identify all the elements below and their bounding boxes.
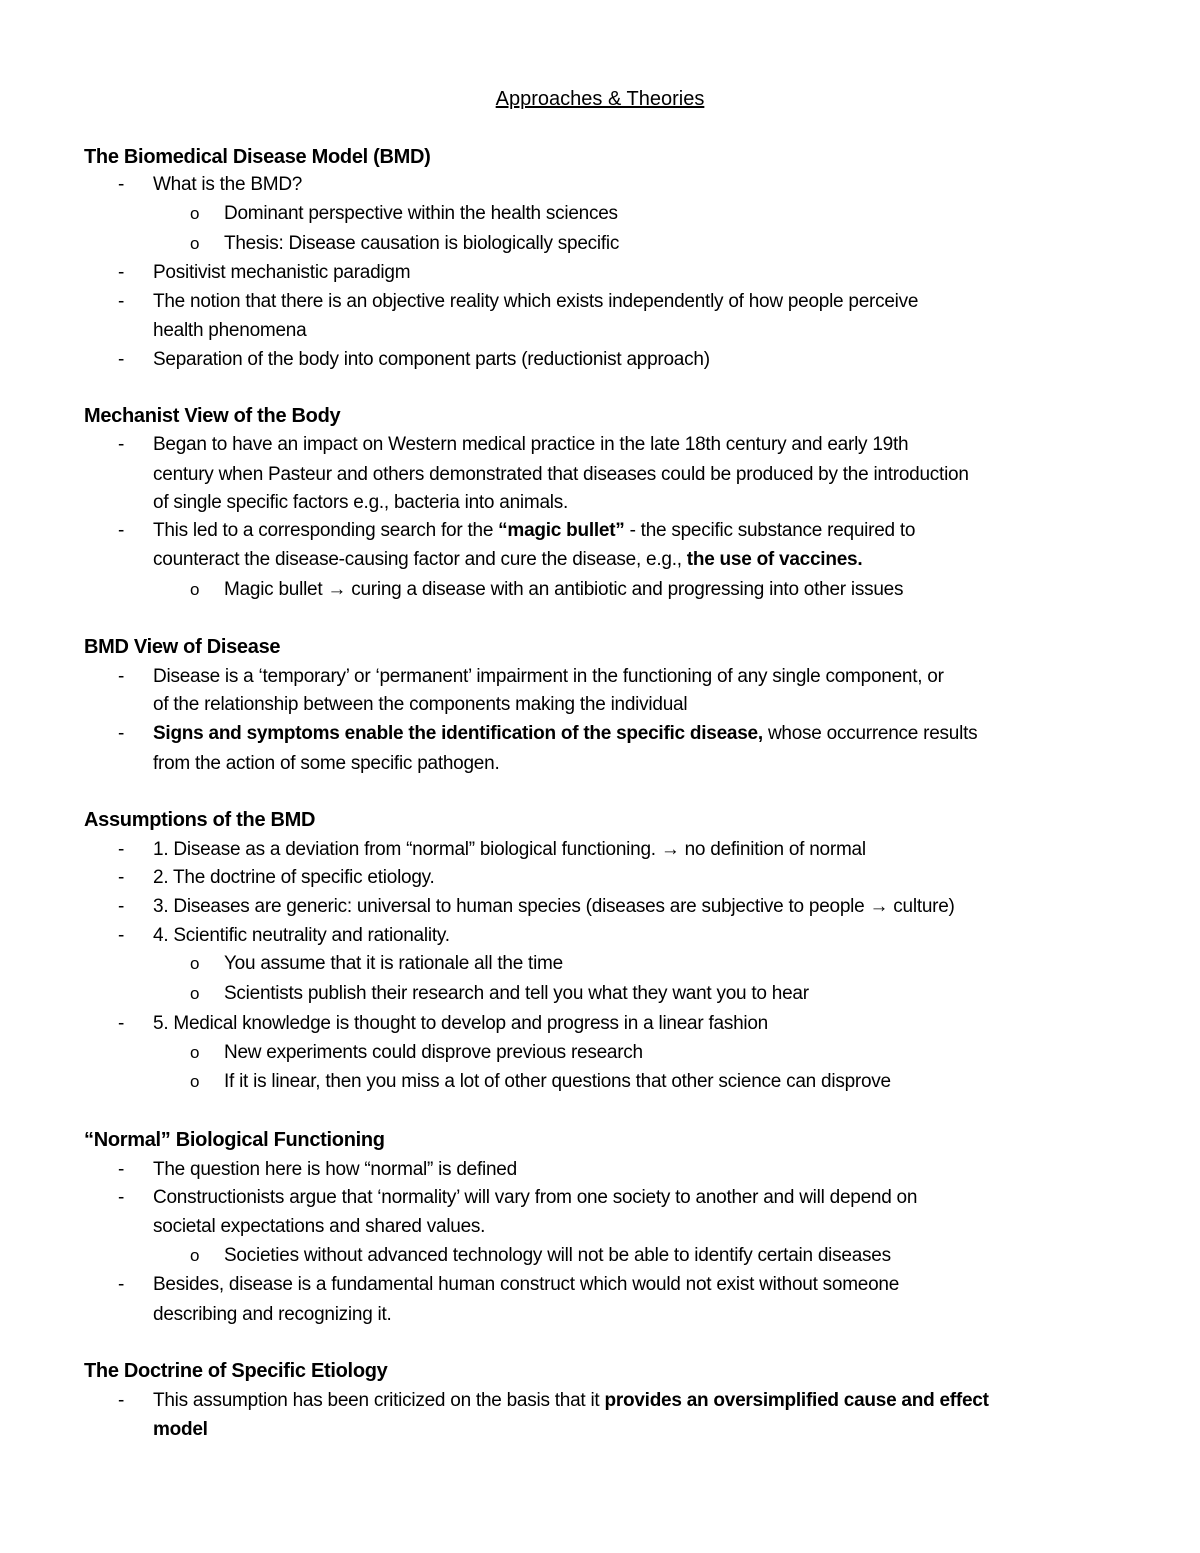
section-heading-doctrine: The Doctrine of Specific Etiology (84, 1360, 388, 1382)
list-item: Signs and symptoms enable the identification of the specific disease, whose occurrence results (153, 723, 978, 744)
list-item: Besides, disease is a fundamental human construct which would not exist without someone (153, 1274, 900, 1295)
sub-list-item: Magic bullet → curing a disease with an antibiotic and progressing into other issues (224, 579, 904, 600)
sub-list-item: Societies without advanced technology will not be able to identify certain diseases (224, 1245, 891, 1266)
list-item: Positivist mechanistic paradigm (153, 262, 411, 283)
sub-list-item: New experiments could disprove previous research (224, 1042, 643, 1063)
list-item: Disease is a ‘temporary’ or ‘permanent’ impairment in the functioning of any single component, or (153, 666, 944, 687)
list-item: What is the BMD? (153, 174, 303, 195)
arrow-right-icon: → (327, 579, 347, 600)
list-item: Separation of the body into component parts (reductionist approach) (153, 349, 710, 370)
list-item-continuation: counteract the disease-causing factor and cure the disease, e.g., the use of vaccines. (153, 549, 863, 570)
bullet-dash: - (118, 1187, 125, 1208)
bullet-dash: - (118, 262, 125, 283)
list-item: 3. Diseases are generic: universal to human species (diseases are subjective to people → culture) (153, 896, 955, 917)
bullet-dash: - (118, 1013, 125, 1034)
bullet-dash: - (118, 434, 125, 455)
bullet-dash: - (118, 666, 125, 687)
list-item-continuation: health phenomena (153, 320, 307, 341)
bullet-dash: - (118, 896, 125, 917)
sub-bullet-circle: o (190, 984, 200, 1003)
section-heading-bmd-view: BMD View of Disease (84, 636, 281, 658)
bullet-dash: - (118, 291, 125, 312)
list-item: The notion that there is an objective reality which exists independently of how people perceive (153, 291, 919, 312)
list-item-continuation: of the relationship between the components making the individual (153, 694, 688, 715)
list-item: 2. The doctrine of specific etiology. (153, 867, 435, 888)
list-item-continuation: from the action of some specific pathogen. (153, 753, 500, 774)
sub-list-item: If it is linear, then you miss a lot of other questions that other science can disprove (224, 1071, 891, 1092)
section-heading-normal: “Normal” Biological Functioning (84, 1129, 385, 1151)
emphasis-model: model (153, 1419, 208, 1440)
bullet-dash: - (118, 839, 125, 860)
list-item-continuation: of single specific factors e.g., bacteria into animals. (153, 492, 569, 513)
bullet-dash: - (118, 174, 125, 195)
sub-list-item: Scientists publish their research and tell you what they want you to hear (224, 983, 809, 1004)
sub-bullet-circle: o (190, 954, 200, 973)
list-item: This assumption has been criticized on the basis that it provides an oversimplified cause and effect (153, 1390, 989, 1411)
sub-bullet-circle: o (190, 1246, 200, 1265)
section-heading-mechanist: Mechanist View of the Body (84, 405, 341, 427)
bullet-dash: - (118, 723, 125, 744)
emphasis-signs-symptoms: Signs and symptoms enable the identification of the specific disease, (153, 723, 763, 744)
sub-bullet-circle: o (190, 580, 200, 599)
list-item: Began to have an impact on Western medical practice in the late 18th century and early 19th (153, 434, 909, 455)
bullet-dash: - (118, 520, 125, 541)
emphasis-oversimplified: provides an oversimplified cause and effect (604, 1390, 989, 1411)
document-title: Approaches & Theories (495, 88, 705, 110)
list-item-continuation (153, 1416, 208, 1444)
sub-bullet-circle: o (190, 1043, 200, 1062)
section-heading-bmd: The Biomedical Disease Model (BMD) (84, 146, 431, 168)
sub-bullet-circle: o (190, 204, 200, 223)
bullet-dash: - (118, 925, 125, 946)
list-item-continuation: societal expectations and shared values. (153, 1216, 486, 1237)
bullet-dash: - (118, 349, 125, 370)
list-item-continuation: describing and recognizing it. (153, 1304, 392, 1325)
list-item: 5. Medical knowledge is thought to develop and progress in a linear fashion (153, 1013, 768, 1034)
sub-list-item: Dominant perspective within the health sciences (224, 203, 618, 224)
section-heading-assumptions: Assumptions of the BMD (84, 809, 316, 831)
sub-bullet-circle: o (190, 234, 200, 253)
list-item: 1. Disease as a deviation from “normal” biological functioning. → no definition of normal (153, 839, 866, 860)
bullet-dash: - (118, 1159, 125, 1180)
bullet-dash: - (118, 1274, 125, 1295)
list-item-continuation: century when Pasteur and others demonstrated that diseases could be produced by the introduction (153, 464, 969, 485)
list-item: Constructionists argue that ‘normality’ will vary from one society to another and will depend on (153, 1187, 918, 1208)
arrow-right-icon: → (869, 896, 889, 917)
sub-list-item: You assume that it is rationale all the time (224, 953, 563, 974)
list-item: 4. Scientific neutrality and rationality. (153, 925, 450, 946)
list-item: This led to a corresponding search for the “magic bullet” - the specific substance required to (153, 520, 916, 541)
emphasis-vaccines: the use of vaccines. (686, 549, 863, 570)
list-item: The question here is how “normal” is defined (153, 1159, 517, 1180)
sub-list-item: Thesis: Disease causation is biologically specific (224, 233, 620, 254)
arrow-right-icon: → (660, 839, 680, 860)
bullet-dash: - (118, 867, 125, 888)
bullet-dash: - (118, 1390, 125, 1411)
sub-bullet-circle: o (190, 1072, 200, 1091)
emphasis-magic-bullet: “magic bullet” (498, 520, 625, 541)
